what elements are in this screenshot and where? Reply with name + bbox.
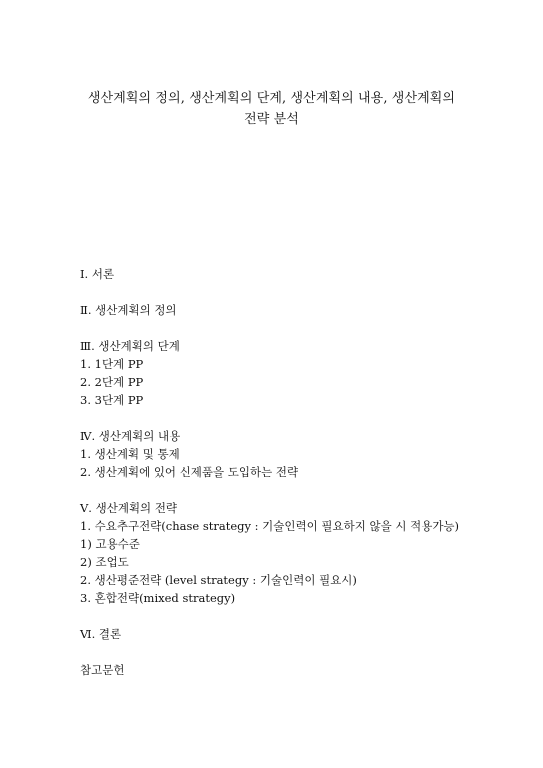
title-line-1: 생산계획의 정의, 생산계획의 단계, 생산계획의 내용, 생산계획의 — [87, 91, 456, 106]
toc-item: 2. 생산계획에 있어 신제품을 도입하는 전략 — [80, 465, 299, 479]
toc-heading: 참고문헌 — [80, 663, 125, 677]
table-of-contents — [80, 265, 520, 679]
toc-heading: Ⅵ. 결론 — [80, 627, 122, 641]
toc-section-stages — [80, 337, 520, 409]
toc-section-references — [80, 661, 520, 679]
toc-item: 1. 수요추구전략(chase strategy : 기술인력이 필요하지 않을 시 적용가능) — [80, 519, 460, 533]
toc-section-strategy — [80, 499, 520, 607]
toc-heading: Ⅲ. 생산계획의 단계 — [80, 339, 180, 353]
toc-section-conclusion — [80, 625, 520, 643]
toc-item: 2. 생산평준전략 (level strategy : 기술인력이 필요시) — [80, 573, 357, 587]
title-line-2: 전략 분석 — [244, 112, 299, 127]
toc-item: 2) 조업도 — [80, 555, 129, 569]
toc-item: 3. 혼합전략(mixed strategy) — [80, 591, 236, 605]
toc-item: 3. 3단계 PP — [80, 393, 144, 407]
toc-item: 1) 고용수준 — [80, 537, 140, 551]
toc-heading: Ⅰ. 서론 — [80, 267, 115, 281]
toc-section-definition — [80, 301, 520, 319]
toc-item: 2. 2단계 PP — [80, 375, 144, 389]
toc-heading: Ⅴ. 생산계획의 전략 — [80, 501, 178, 515]
toc-section-content — [80, 427, 520, 481]
toc-heading: Ⅱ. 생산계획의 정의 — [80, 303, 177, 317]
toc-item: 1. 1단계 PP — [80, 357, 144, 371]
toc-heading: Ⅳ. 생산계획의 내용 — [80, 429, 181, 443]
document-title — [60, 88, 483, 130]
toc-item: 1. 생산계획 및 통제 — [80, 447, 180, 461]
toc-section-intro — [80, 265, 520, 283]
